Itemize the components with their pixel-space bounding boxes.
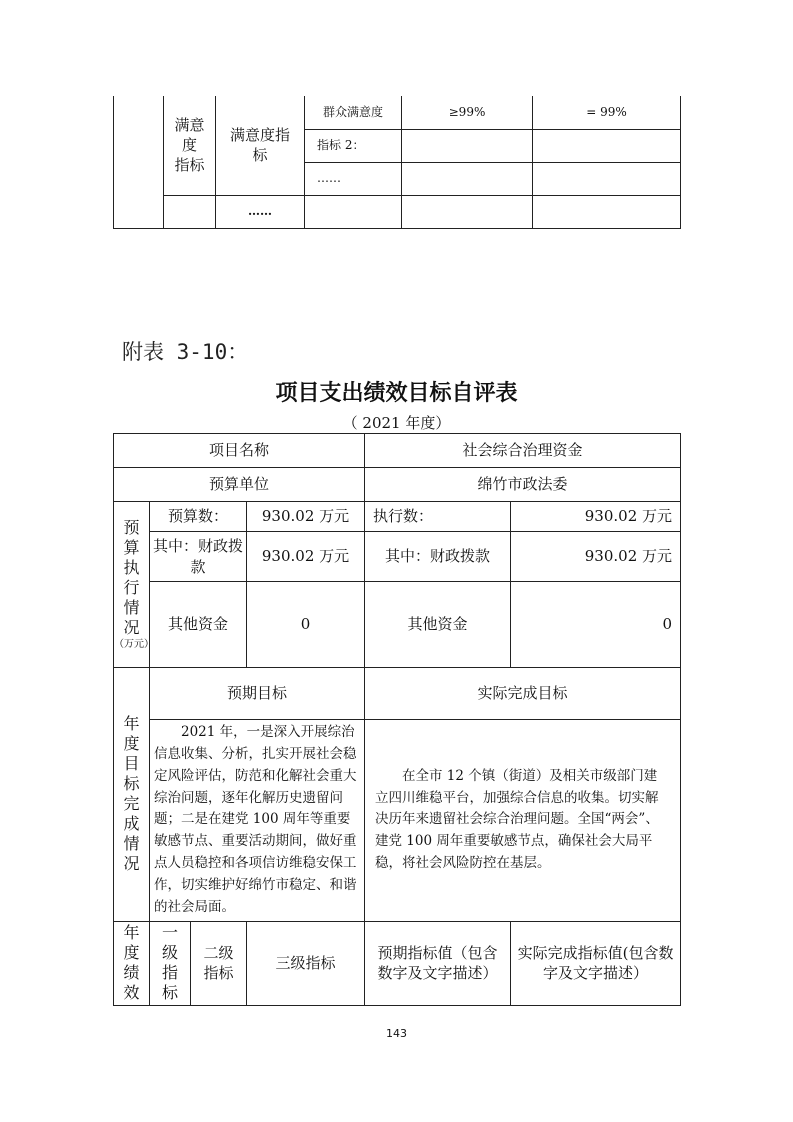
perf-line-3: 绩 bbox=[123, 963, 140, 983]
annual-line-6: 成 bbox=[123, 814, 140, 834]
other-funds-value-2: 0 bbox=[511, 582, 681, 668]
row2-expected bbox=[402, 129, 533, 162]
budget-line-4: 行 bbox=[123, 578, 140, 597]
satisfaction-subcategory-cell bbox=[216, 96, 305, 195]
fiscal-value-2: 930.02 万元 bbox=[511, 532, 681, 582]
row4-ellipsis: …… bbox=[216, 195, 305, 228]
actual-goal-header: 实际完成目标 bbox=[365, 668, 681, 720]
budget-unit-value: 绵竹市政法委 bbox=[365, 468, 681, 502]
other-funds-label-2: 其他资金 bbox=[365, 582, 511, 668]
level1-line-3: 指 bbox=[161, 963, 178, 983]
annual-line-8: 况 bbox=[123, 854, 140, 874]
actual-goal-text: 在全市 12 个镇（街道）及相关市级部门建立四川维稳平台，加强综合信息的收集。切实解决历年来遗留社会综合治理问题。全国“两会”、建党 100 周年重要敏感节点，确保社会大局平稳，将社会风险防控在基层。 bbox=[365, 720, 681, 922]
annual-line-3: 目 bbox=[123, 754, 140, 774]
row1-name: 群众满意度 bbox=[305, 96, 402, 129]
level2-indicator-header bbox=[191, 921, 247, 1005]
expected-goal-text: 2021 年，一是深入开展综治信息收集、分析，扎实开展社会稳定风险评估，防范和化解社会重大综治问题，逐年化解历史遗留问题；二是在建党 100 周年等重要敏感节点、重要活动期间，做好重点人员稳控和各项信访维稳安保工作，切实维护好绵竹市稳定、和谐的社会局面。 bbox=[150, 720, 365, 922]
perf-line-4: 效 bbox=[123, 983, 140, 1003]
annual-line-1: 年 bbox=[123, 714, 140, 734]
annual-goal-section-label bbox=[114, 668, 150, 922]
satisfaction-line-2: 度 bbox=[181, 136, 197, 155]
row2-actual bbox=[533, 129, 681, 162]
row4-c5 bbox=[402, 195, 533, 228]
level1-line-2: 级 bbox=[161, 943, 178, 963]
expected-value-header: 预期指标值（包含数字及文字描述） bbox=[365, 921, 511, 1005]
exec-amount-value: 930.02 万元 bbox=[511, 502, 681, 532]
annual-line-2: 度 bbox=[123, 734, 140, 754]
row1-actual: = 99% bbox=[533, 96, 681, 129]
project-name-value: 社会综合治理资金 bbox=[365, 434, 681, 468]
other-funds-value-1: 0 bbox=[247, 582, 365, 668]
sub-line-1: 满意度指 bbox=[229, 126, 290, 144]
level1-line-1: 一 bbox=[161, 923, 178, 943]
row2-name: 指标 2： bbox=[305, 129, 402, 162]
annual-line-4: 标 bbox=[123, 774, 140, 794]
exec-amount-label: 执行数： bbox=[365, 502, 511, 532]
top-blank-cell bbox=[114, 96, 164, 228]
row3-name: …… bbox=[305, 162, 402, 195]
actual-value-header: 实际完成指标值(包含数字及文字描述） bbox=[511, 921, 681, 1005]
fiscal-value-1: 930.02 万元 bbox=[247, 532, 365, 582]
project-name-label: 项目名称 bbox=[114, 434, 365, 468]
page-number: 143 bbox=[386, 1027, 407, 1040]
year-line: （ 2021 年度） bbox=[342, 414, 451, 432]
sub-line-2: 标 bbox=[252, 146, 268, 165]
form-title: 项目支出绩效目标自评表 bbox=[275, 381, 518, 406]
row4-c6 bbox=[533, 195, 681, 228]
budget-line-5: 情 bbox=[123, 598, 140, 617]
level2-line-2: 指标 bbox=[203, 964, 234, 983]
performance-section-label bbox=[114, 921, 150, 1005]
budget-line-3: 执 bbox=[123, 558, 140, 577]
budget-line-2: 算 bbox=[123, 538, 140, 557]
satisfaction-line-3: 指标 bbox=[174, 156, 205, 175]
level3-indicator-header: 三级指标 bbox=[247, 921, 365, 1005]
satisfaction-category-cell bbox=[164, 96, 216, 195]
annual-line-7: 情 bbox=[123, 834, 140, 854]
budget-line-6: 况 bbox=[123, 618, 140, 637]
top-satisfaction-table bbox=[113, 96, 681, 229]
other-funds-label-1: 其他资金 bbox=[150, 582, 247, 668]
row4-blank bbox=[164, 195, 216, 228]
level1-line-4: 标 bbox=[161, 983, 178, 1003]
fiscal-label-1: 其中：财政拨款 bbox=[150, 532, 247, 582]
budget-section-label bbox=[114, 502, 154, 668]
budget-amount-label: 预算数： bbox=[150, 502, 247, 532]
appendix-label: 附表 3-10： bbox=[122, 340, 249, 364]
budget-unit-note: （万元） bbox=[114, 639, 154, 650]
budget-unit-label: 预算单位 bbox=[114, 468, 365, 502]
satisfaction-line-1: 满意 bbox=[174, 115, 205, 134]
perf-line-2: 度 bbox=[123, 943, 140, 963]
level1-indicator-header bbox=[150, 921, 191, 1005]
row1-expected: ≥99% bbox=[402, 96, 533, 129]
budget-line-1: 预 bbox=[123, 518, 140, 537]
row4-c4 bbox=[305, 195, 402, 228]
perf-line-1: 年 bbox=[123, 923, 140, 943]
annual-line-5: 完 bbox=[123, 794, 140, 814]
level2-line-1: 二级 bbox=[203, 943, 234, 962]
main-self-evaluation-table bbox=[113, 433, 681, 1006]
budget-amount-value: 930.02 万元 bbox=[247, 502, 365, 532]
row3-expected bbox=[402, 162, 533, 195]
fiscal-label-2: 其中：财政拨款 bbox=[365, 532, 511, 582]
row3-actual bbox=[533, 162, 681, 195]
expected-goal-header: 预期目标 bbox=[150, 668, 365, 720]
